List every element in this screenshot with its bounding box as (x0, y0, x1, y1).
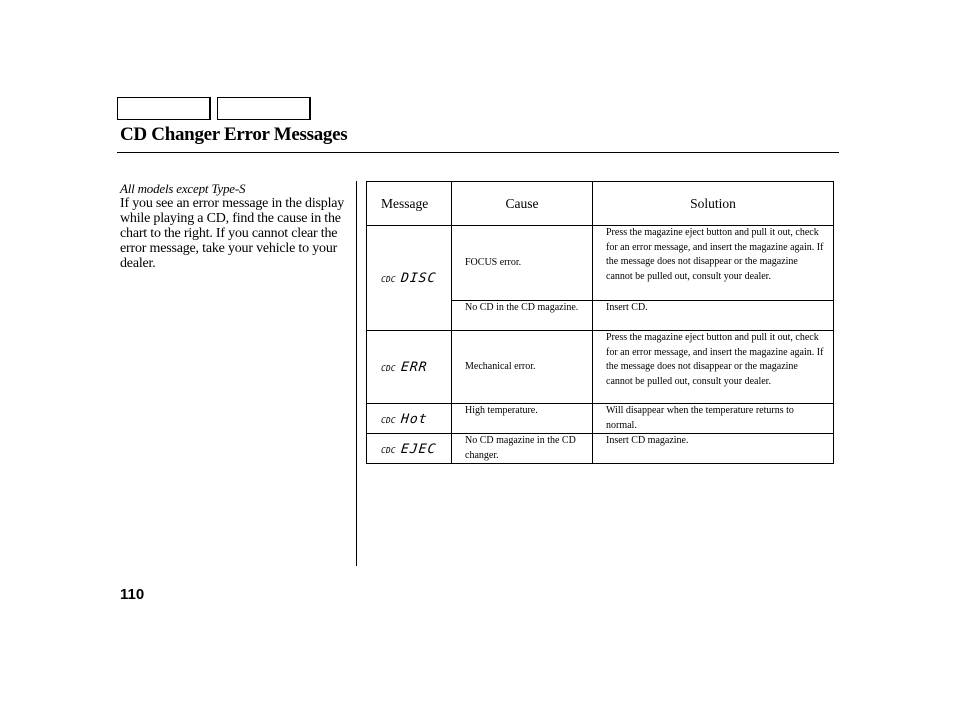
error-messages-table (366, 181, 834, 464)
display-code: EJEC (400, 441, 438, 457)
column-divider (356, 181, 357, 566)
solution-cell: Insert CD. (593, 301, 834, 331)
page-title: CD Changer Error Messages (120, 124, 348, 145)
lcd-display-ejec (381, 442, 437, 457)
intro-section (120, 181, 348, 271)
table-row (367, 226, 834, 301)
cause-cell: No CD in the CD magazine. (452, 301, 593, 331)
cause-cell: Mechanical error. (452, 331, 593, 404)
table-row (367, 331, 834, 404)
intro-text: If you see an error message in the display while playing a CD, find the cause in the chart to the right. If you cannot clear the error message, take your vehicle to your dealer. (120, 196, 345, 271)
display-prefix: CDC (380, 415, 397, 425)
applicability-note: All models except Type-S (120, 181, 246, 196)
lcd-display-err (381, 360, 428, 375)
message-cell (367, 331, 452, 404)
cause-cell: No CD magazine in the CD changer. (452, 434, 593, 464)
nav-box-2[interactable] (217, 97, 311, 120)
header-solution: Solution (593, 182, 834, 226)
display-code: ERR (400, 360, 429, 375)
header-message: Message (367, 182, 452, 226)
display-code: Hot (400, 411, 429, 427)
nav-box-1[interactable] (117, 97, 211, 120)
table-row (367, 434, 834, 464)
display-prefix: CDC (380, 364, 397, 373)
cause-cell: FOCUS error. (452, 226, 593, 301)
solution-cell: Press the magazine eject button and pull it out, check for an error message, and insert the magazine again. If the message does not disappear or the magazine cannot be pulled out, consult your dealer. (593, 226, 834, 301)
message-cell (367, 434, 452, 464)
cause-cell: High temperature. (452, 404, 593, 434)
solution-cell: Will disappear when the temperature returns to normal. (593, 404, 834, 434)
lcd-display-disc (381, 271, 437, 286)
display-prefix: CDC (380, 445, 397, 455)
table-row (367, 404, 834, 434)
solution-cell: Insert CD magazine. (593, 434, 834, 464)
page-number: 110 (120, 586, 145, 603)
solution-cell: Press the magazine eject button and pull it out, check for an error message, and insert the magazine again. If the message does not disappear or the magazine cannot be pulled out, consult your dealer. (593, 331, 834, 404)
display-code: DISC (400, 271, 438, 286)
display-prefix: CDC (380, 275, 397, 284)
header-cause: Cause (452, 182, 593, 226)
lcd-display-hot (381, 412, 428, 427)
message-cell (367, 226, 452, 331)
title-divider (117, 152, 839, 153)
table-header-row (367, 182, 834, 226)
message-cell (367, 404, 452, 434)
